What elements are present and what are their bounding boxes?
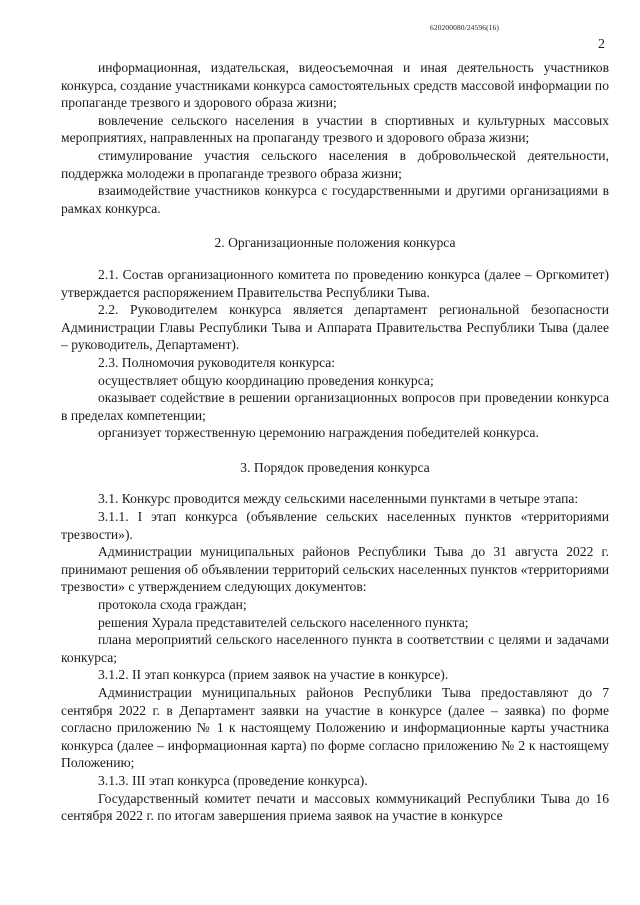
paragraph: протокола схода граждан; bbox=[98, 597, 247, 613]
section-heading-3: 3. Порядок проведения конкурса bbox=[240, 459, 430, 475]
paragraph: Государственный комитет печати и массовых коммуникаций Республики Тыва до 16 сентября 2022 г. по итогам завершения приема заявок на участие в конкурсе bbox=[61, 790, 609, 824]
paragraph: осуществляет общую координацию проведения конкурса; bbox=[98, 372, 434, 388]
paragraph: организует торжественную церемонию награждения победителей конкурса. bbox=[98, 425, 539, 441]
paragraph: 2.1. Состав организационного комитета по проведению конкурса (далее – Оргкомитет) утверждается распоряжением Правительства Республики Тыва. bbox=[61, 266, 609, 300]
section-heading-2: 2. Организационные положения конкурса bbox=[214, 235, 456, 251]
paragraph: 3.1.2. II этап конкурса (прием заявок на участие в конкурсе). bbox=[98, 667, 449, 683]
paragraph: решения Хурала представителей сельского населенного пункта; bbox=[98, 614, 469, 630]
paragraph: 2.2. Руководителем конкурса является департамент региональной безопасности Администрации Главы Республики Тыва и Аппарата Правительства Республики Тыва (далее – руководитель, Департамент). bbox=[61, 302, 609, 353]
document-body bbox=[61, 59, 609, 825]
paragraph: 3.1. Конкурс проводится между сельскими населенными пунктами в четыре этапа: bbox=[98, 491, 579, 507]
paragraph: оказывает содействие в решении организационных вопросов при проведении конкурса в пределах компетенции; bbox=[61, 390, 609, 423]
paragraph: стимулирование участия сельского населения в добровольческой деятельности, поддержка молодежи в пропаганде трезвого образа жизни; bbox=[61, 147, 609, 181]
paragraph: 3.1.1. I этап конкурса (объявление сельских населенных пунктов «территориями трезвости»). bbox=[61, 509, 609, 542]
paragraph: Администрации муниципальных районов Республики Тыва предоставляют до 7 сентября 2022 г. в Департамент заявки на участие в конкурсе (далее – заявка) по форме согласно приложению № 1 к настоящему Положению и информационные карты участника конкурса (далее – информационная карта) по форме согласно приложению № 2 к настоящему Положению; bbox=[61, 685, 609, 771]
page-number: 2 bbox=[598, 37, 605, 52]
paragraph: 3.1.3. III этап конкурса (проведение конкурса). bbox=[98, 772, 368, 788]
paragraph: Администрации муниципальных районов Республики Тыва до 31 августа 2022 г. принимают решения об объявлении территорий сельских населенных пунктов «территориями трезвости» с утверждением следующих документов: bbox=[61, 544, 609, 595]
paragraph: информационная, издательская, видеосъемочная и иная деятельность участников конкурса, создание участниками конкурса самостоятельных средств массовой информации по пропаганде трезвого и здорового образа жизни; bbox=[61, 60, 609, 111]
paragraph: взаимодействие участников конкурса с государственными и другими организациями в рамках конкурса. bbox=[61, 183, 609, 216]
document-code: 620200080/24596(16) bbox=[430, 23, 499, 32]
paragraph: вовлечение сельского населения в участии в спортивных и культурных массовых мероприятиях, направленных на пропаганду трезвого и здорового образа жизни; bbox=[61, 112, 609, 146]
paragraph: 2.3. Полномочия руководителя конкурса: bbox=[98, 354, 336, 370]
paragraph: плана мероприятий сельского населенного пункта в соответствии с целями и задачами конкурса; bbox=[61, 632, 609, 665]
